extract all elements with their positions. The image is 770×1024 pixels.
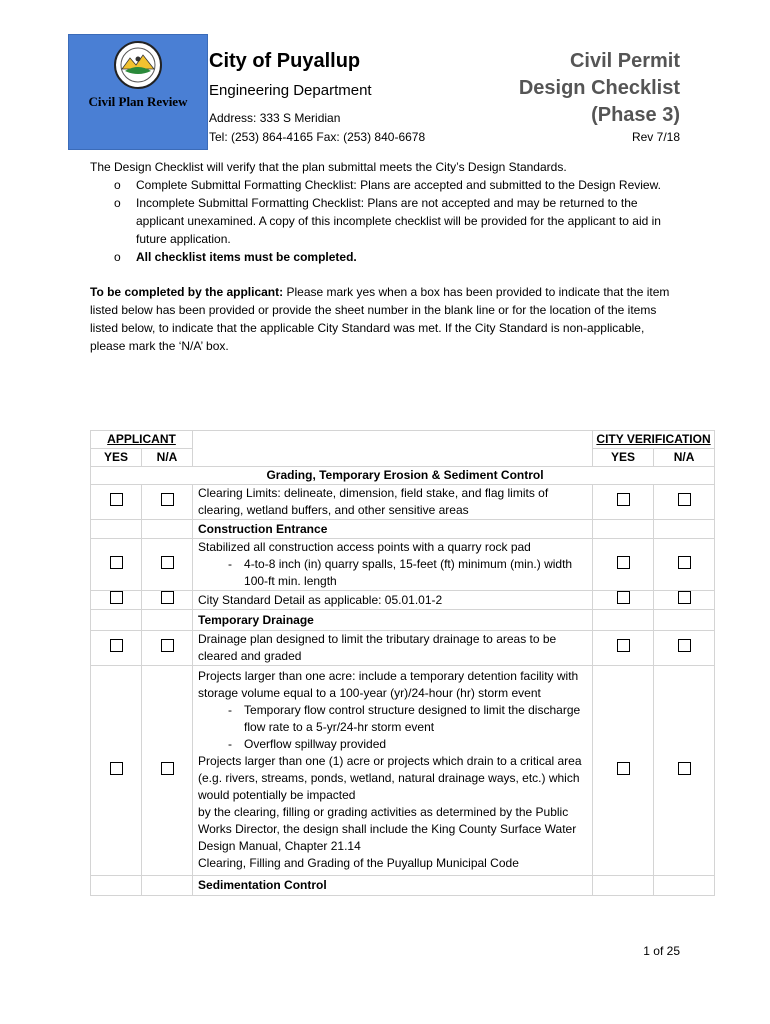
subheading-construction-entrance: Construction Entrance [193, 520, 593, 539]
table-row [91, 539, 715, 591]
applicant-yes-checkbox[interactable] [110, 639, 123, 652]
item-standard-detail: City Standard Detail as applicable: 05.01.01-2 [193, 591, 593, 610]
item-drainage-plan: Drainage plan designed to limit the tributary drainage to areas to be cleared and graded [193, 631, 593, 666]
table-row [91, 485, 715, 520]
applicant-na-checkbox[interactable] [161, 639, 174, 652]
applicant-yes-checkbox[interactable] [110, 493, 123, 506]
city-yes-header: YES [593, 449, 654, 467]
applicant-header: APPLICANT [91, 431, 193, 449]
item-clearing-limits: Clearing Limits: delineate, dimension, field stake, and flag limits of clearing, wetland buffers, and other sensitive areas [193, 485, 593, 520]
item-stabilized-entrance: Stabilized all construction access points with a quarry rock pad - 4-to-8 inch (in) quarry spalls, 15-feet (ft) minimum (min.) width 100-ft min. length [193, 539, 593, 591]
city-na-checkbox[interactable] [678, 493, 691, 506]
document-title-line-1: Civil Permit [569, 50, 680, 72]
dash-marker: - [228, 557, 233, 571]
city-na-checkbox[interactable] [678, 762, 691, 775]
document-title-line-3: (Phase 3) [591, 104, 680, 126]
city-seal-icon [114, 41, 162, 89]
city-yes-checkbox[interactable] [617, 556, 630, 569]
city-yes-checkbox[interactable] [617, 591, 630, 604]
table-row [91, 666, 715, 876]
page-number: 1 of 25 [643, 944, 680, 958]
bullet-marker: o [114, 178, 121, 192]
item-detention-requirements: Projects larger than one acre: include a temporary detention facility with storage volume equal to a 100-year (yr)/24-hour (hr) storm event - Temporary flow control structure designed to limit the discharge flow rate to a 5-yr/24-hr storm event - Overflow spillway provided Projects larger than one (1) acre or projects which drain to a critical area (e.g. rivers, streams, ponds, wetland, natural drainage ways, etc.) which would potentially be impacted by the clearing, filling or grading activities as determined by the Public Works Director, the design shall include the King County Surface Water Design Manual, Chapter 21.14 Clearing, Filling and Grading of the Puyallup Municipal Code [193, 666, 593, 876]
bullet-marker: o [114, 250, 121, 264]
applicant-na-checkbox[interactable] [161, 762, 174, 775]
city-yes-checkbox[interactable] [617, 639, 630, 652]
document-title [519, 48, 680, 129]
city-na-checkbox[interactable] [678, 591, 691, 604]
table-row [91, 876, 715, 896]
department-name: Engineering Department [209, 82, 372, 99]
table-header-row [91, 431, 715, 449]
table-row [91, 520, 715, 539]
intro-section [90, 158, 680, 355]
city-name: City of Puyallup [209, 50, 361, 72]
applicant-instructions [90, 283, 680, 355]
phone-fax: Tel: (253) 864-4165 Fax: (253) 840-6678 [209, 130, 426, 144]
intro-bullet: o All checklist items must be completed. [114, 250, 357, 264]
applicant-instructions-text: Please mark yes when a box has been provided to indicate that the item listed below has been provided or provide the sheet number in the blank line or for the location of the items listed below, to indicate that the applicable City Standard was met. If the City Standard is non-applicable, please mark the ‘N/A’ box. [90, 285, 670, 353]
table-row [91, 610, 715, 631]
applicant-yes-checkbox[interactable] [110, 591, 123, 604]
address: Address: 333 S Meridian [209, 111, 341, 125]
document-title-line-2: Design Checklist [518, 77, 680, 99]
intro-bullet: o Complete Submittal Formatting Checklist: Plans are accepted and submitted to the Design Review. [114, 178, 661, 192]
subheading-sedimentation-control: Sedimentation Control [193, 876, 593, 896]
subheading-temporary-drainage: Temporary Drainage [193, 610, 593, 631]
city-verification-header: CITY VERIFICATION [593, 431, 715, 449]
section-title: Grading, Temporary Erosion & Sediment Control [91, 467, 715, 485]
applicant-instructions-label: To be completed by the applicant: [90, 285, 284, 299]
city-yes-checkbox[interactable] [617, 493, 630, 506]
applicant-na-checkbox[interactable] [161, 493, 174, 506]
table-row [91, 631, 715, 666]
city-na-checkbox[interactable] [678, 556, 691, 569]
applicant-yes-checkbox[interactable] [110, 762, 123, 775]
city-yes-checkbox[interactable] [617, 762, 630, 775]
applicant-yes-header: YES [91, 449, 142, 467]
applicant-yes-checkbox[interactable] [110, 556, 123, 569]
civil-plan-review-logo [68, 34, 208, 150]
bullet-marker: o [114, 196, 121, 210]
revision-date: Rev 7/18 [631, 130, 680, 144]
section-header-row [91, 467, 715, 485]
intro-bullets [90, 176, 680, 266]
intro-bullet: o Incomplete Submittal Formatting Checklist: Plans are not accepted and may be returned to the applicant unexamined. A copy of this incomplete checklist will be provided for the applicant to aid in future application. [114, 196, 661, 246]
city-na-checkbox[interactable] [678, 639, 691, 652]
applicant-na-header: N/A [142, 449, 193, 467]
applicant-na-checkbox[interactable] [161, 556, 174, 569]
applicant-na-checkbox[interactable] [161, 591, 174, 604]
city-na-header: N/A [654, 449, 715, 467]
intro-lead: The Design Checklist will verify that the plan submittal meets the City’s Design Standards. [90, 160, 567, 174]
dash-marker: - [228, 703, 233, 717]
design-checklist-table [90, 430, 715, 896]
dash-marker: - [228, 737, 233, 751]
logo-caption: Civil Plan Review [88, 94, 188, 109]
table-row [91, 591, 715, 610]
